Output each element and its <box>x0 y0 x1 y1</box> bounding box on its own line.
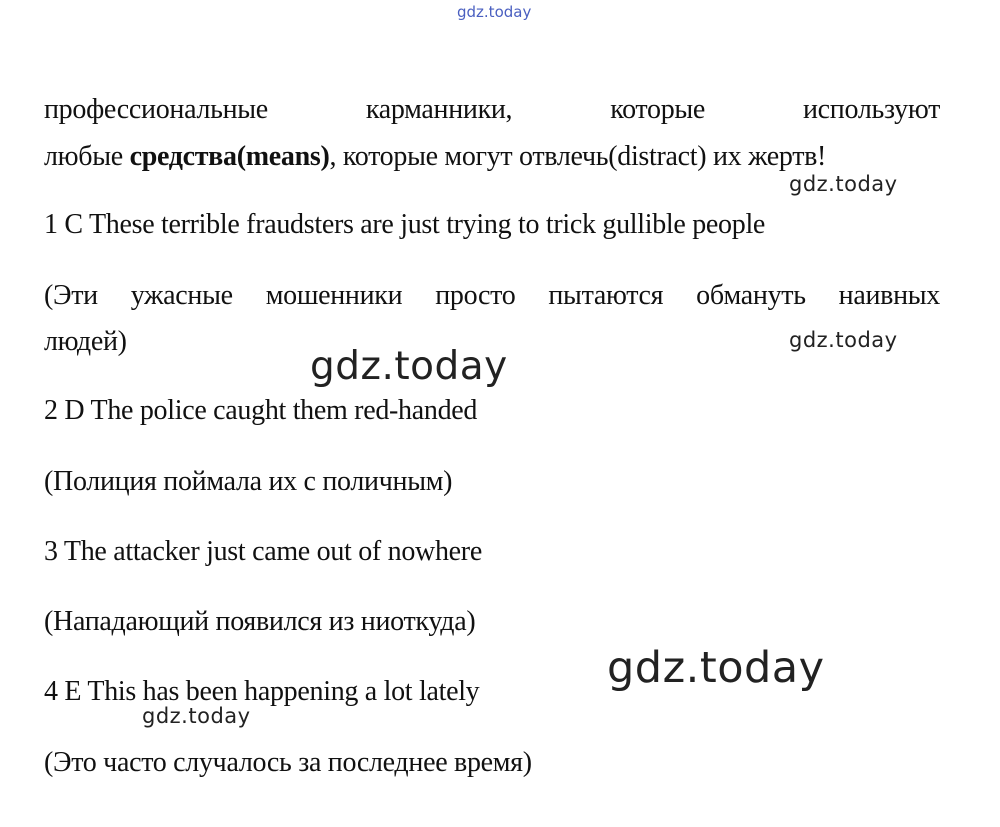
translation-line <box>44 279 940 313</box>
watermark: gdz.today <box>142 704 251 728</box>
answer-item-2: 2 D The police caught them red-handed <box>44 395 478 426</box>
watermark-top: gdz.today <box>457 3 532 21</box>
text-word: обмануть <box>696 280 806 311</box>
text-word: мошенники <box>265 280 403 311</box>
text-word: пытаются <box>548 280 664 311</box>
bold-term: средства(means) <box>129 141 330 172</box>
text-word: наивных <box>838 280 940 311</box>
watermark: gdz.today <box>789 328 898 352</box>
answer-item-3: 3 The attacker just came out of nowhere <box>44 536 482 567</box>
translation-line: людей) <box>44 326 127 357</box>
watermark: gdz.today <box>310 344 508 389</box>
paragraph-line <box>44 140 826 174</box>
translation-line: (Полиция поймала их с поличным) <box>44 466 453 497</box>
watermark: gdz.today <box>789 172 898 196</box>
translation-line: (Это часто случалось за последнее время) <box>44 747 532 778</box>
text-word: которые <box>610 94 706 125</box>
text-word: профессиональные <box>44 94 268 125</box>
watermark: gdz.today <box>607 643 825 693</box>
translation-line: (Нападающий появился из ниоткуда) <box>44 606 476 637</box>
text-word: используют <box>803 94 941 125</box>
text-word: просто <box>435 280 516 311</box>
text-word: (Эти <box>44 280 98 311</box>
text-segment: , которые могут отвлечь(distract) их жертв! <box>329 141 827 172</box>
text-word: ужасные <box>130 280 233 311</box>
text-segment: любые <box>44 141 130 172</box>
text-word: карманники, <box>365 94 513 125</box>
answer-item-1: 1 C These terrible fraudsters are just trying to trick gullible people <box>44 209 766 240</box>
paragraph-line <box>44 93 940 127</box>
answer-item-4: 4 E This has been happening a lot lately <box>44 676 480 707</box>
